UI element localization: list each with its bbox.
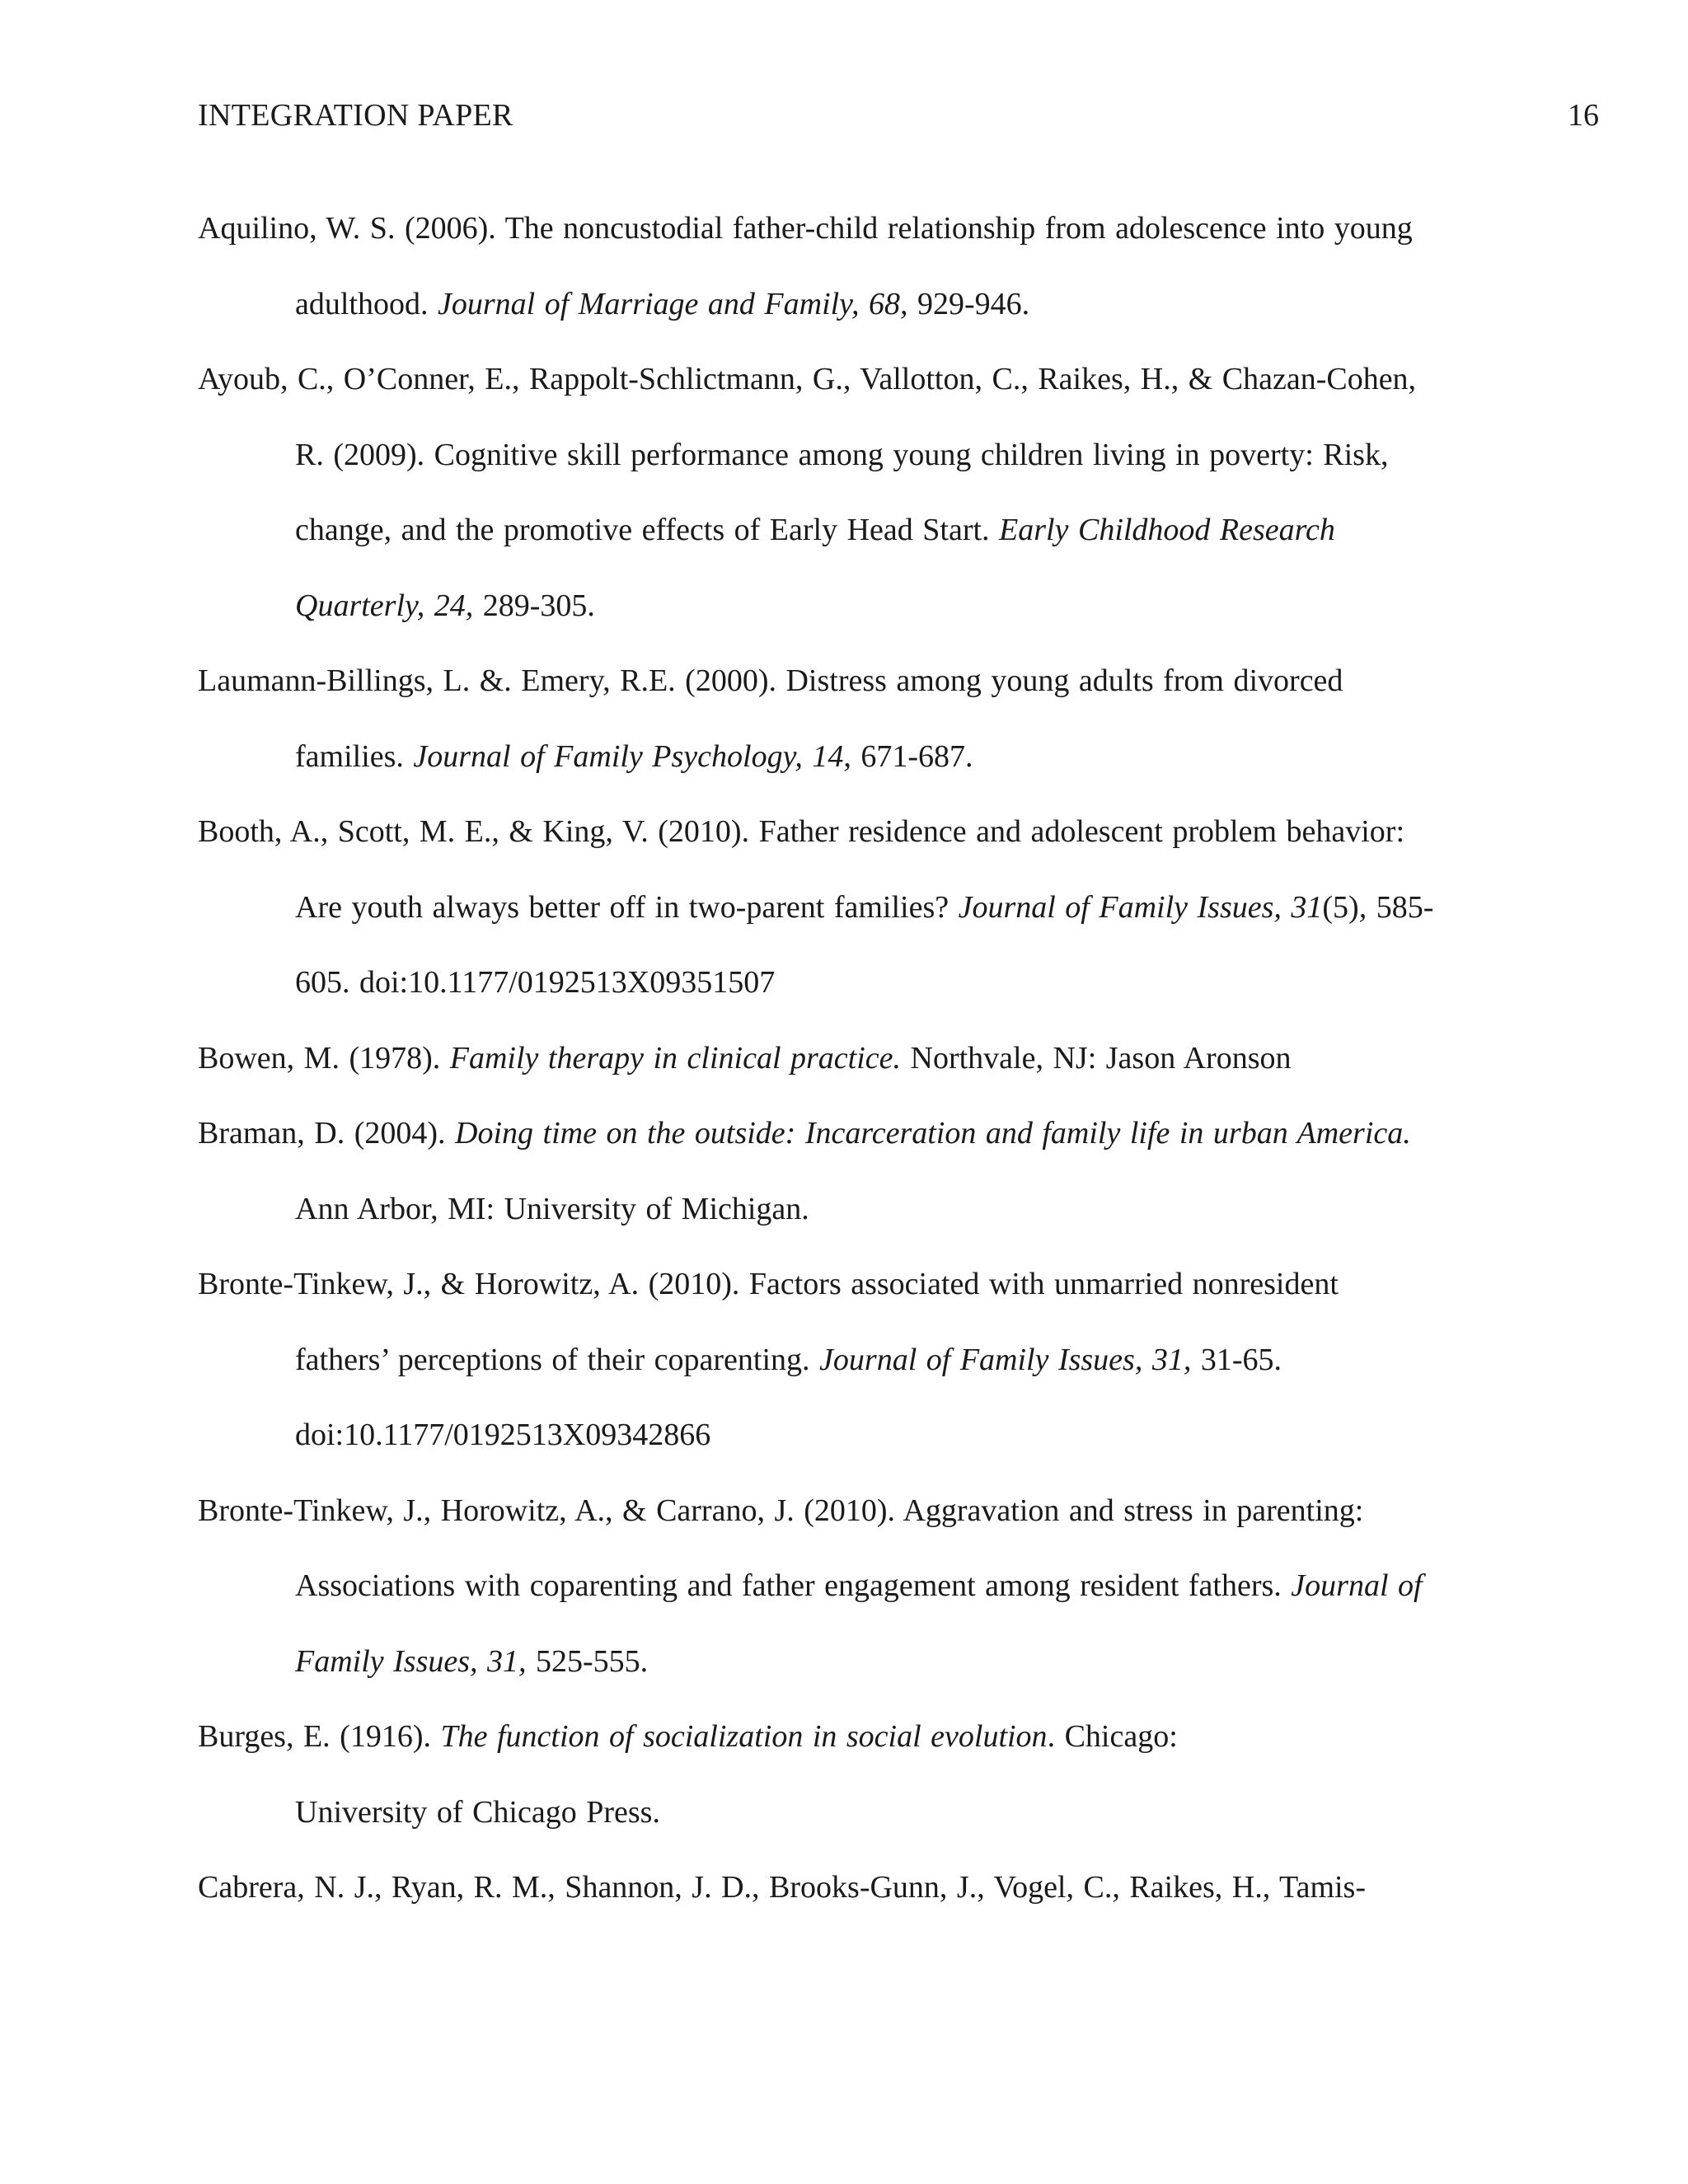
- reference-italic-segment: The function of socialization in social evolution: [440, 1719, 1048, 1754]
- reference-entry: [198, 191, 1471, 342]
- reference-text-segment: Aquilino, W. S. (2006). The noncustodial father-child relationship from adolescence into young: [198, 211, 1413, 246]
- reference-text-segment: 289-305.: [473, 588, 595, 623]
- reference-text-segment: families.: [295, 738, 414, 774]
- reference-italic-segment: Family therapy in clinical practice.: [449, 1040, 902, 1076]
- reference-text-segment: (5): [1322, 889, 1359, 925]
- reference-text-segment: adulthood.: [295, 286, 438, 321]
- reference-continuation-line: [198, 945, 1471, 1021]
- reference-entry: [198, 1699, 1471, 1850]
- reference-text-segment: 31-65.: [1191, 1342, 1282, 1377]
- reference-italic-segment: Family Issues, 31,: [295, 1643, 527, 1679]
- reference-first-line: [198, 342, 1471, 418]
- reference-continuation-line: [198, 1172, 1471, 1248]
- reference-continuation-line: [198, 1775, 1471, 1851]
- reference-text-segment: Bronte-Tinkew, J., Horowitz, A., & Carrano, J. (2010). Aggravation and stress in parenting:: [198, 1493, 1364, 1528]
- reference-text-segment: Burges, E. (1916).: [198, 1719, 441, 1754]
- reference-first-line: [198, 1474, 1471, 1549]
- reference-text-segment: Associations with coparenting and father engagement among resident fathers.: [295, 1568, 1292, 1603]
- reference-first-line: [198, 1021, 1471, 1097]
- reference-text-segment: University of Chicago Press.: [295, 1794, 660, 1830]
- reference-continuation-line: [198, 1624, 1471, 1700]
- reference-continuation-line: [198, 493, 1471, 569]
- running-head: INTEGRATION PAPER: [198, 98, 513, 133]
- reference-continuation-line: [198, 418, 1471, 494]
- reference-text-segment: 605. doi:10.1177/0192513X09351507: [295, 965, 776, 1000]
- reference-continuation-line: [198, 1398, 1471, 1474]
- reference-entry: [198, 1096, 1471, 1247]
- reference-continuation-line: [198, 267, 1471, 343]
- reference-italic-segment: Journal of Family Psychology, 14: [413, 738, 844, 774]
- reference-text-segment: Braman, D. (2004).: [198, 1116, 456, 1151]
- reference-continuation-line: [198, 1549, 1471, 1624]
- reference-text-segment: Booth, A., Scott, M. E., & King, V. (2010). Father residence and adolescent problem behavior:: [198, 814, 1405, 849]
- reference-text-segment: change, and the promotive effects of Early Head Start.: [295, 513, 1000, 547]
- reference-text-segment: R. (2009). Cognitive skill performance among young children living in poverty: Risk,: [295, 437, 1389, 472]
- reference-italic-segment: ,: [1358, 889, 1367, 925]
- reference-continuation-line: [198, 1323, 1471, 1399]
- reference-text-segment: Northvale, NJ: Jason Aronson: [901, 1040, 1292, 1076]
- reference-continuation-line: [198, 569, 1471, 644]
- reference-first-line: [198, 644, 1471, 719]
- reference-text-segment: 525-555.: [526, 1643, 649, 1679]
- reference-entry: [198, 644, 1471, 794]
- reference-text-segment: fathers’ perceptions of their coparenting.: [295, 1342, 820, 1377]
- reference-text-segment: Laumann-Billings, L. &. Emery, R.E. (2000). Distress among young adults from divorced: [198, 663, 1343, 698]
- reference-italic-segment: Journal of: [1291, 1568, 1423, 1603]
- reference-continuation-line: [198, 870, 1471, 946]
- reference-first-line: [198, 1096, 1471, 1172]
- reference-first-line: [198, 1699, 1471, 1775]
- reference-first-line: [198, 794, 1471, 870]
- reference-text-segment: , 671-687.: [843, 738, 973, 774]
- reference-entry: [198, 1021, 1471, 1097]
- reference-italic-segment: Journal of Marriage and Family, 68,: [437, 286, 908, 321]
- reference-text-segment: . Chicago:: [1047, 1719, 1178, 1754]
- reference-text-segment: Cabrera, N. J., Ryan, R. M., Shannon, J. D., Brooks-Gunn, J., Vogel, C., Raikes, H., Tamis-: [198, 1870, 1366, 1905]
- reference-italic-segment: Early Childhood Research: [999, 513, 1335, 547]
- reference-text-segment: Ann Arbor, MI: University of Michigan.: [295, 1191, 809, 1226]
- reference-entry: [198, 342, 1471, 644]
- reference-text-segment: Bronte-Tinkew, J., & Horowitz, A. (2010). Factors associated with unmarried nonresident: [198, 1267, 1339, 1301]
- reference-text-segment: Ayoub, C., O’Conner, E., Rappolt-Schlictmann, G., Vallotton, C., Raikes, H., & Chazan-Cohen,: [198, 362, 1417, 396]
- reference-text-segment: doi:10.1177/0192513X09342866: [295, 1418, 711, 1452]
- reference-first-line: [198, 1850, 1471, 1926]
- reference-first-line: [198, 1247, 1471, 1323]
- reference-text-segment: Are youth always better off in two-parent families?: [295, 889, 959, 925]
- reference-text-segment: 585-: [1367, 889, 1434, 925]
- reference-continuation-line: [198, 719, 1471, 795]
- reference-first-line: [198, 191, 1471, 267]
- reference-list: [198, 191, 1471, 1926]
- page-number: 16: [1568, 98, 1599, 133]
- reference-entry: [198, 1247, 1471, 1474]
- reference-italic-segment: Quarterly, 24,: [295, 588, 474, 623]
- reference-text-segment: Bowen, M. (1978).: [198, 1040, 450, 1076]
- reference-text-segment: 929-946.: [907, 286, 1030, 321]
- reference-entry: [198, 1474, 1471, 1700]
- reference-italic-segment: Doing time on the outside: Incarceration and family life in urban America.: [455, 1116, 1411, 1151]
- reference-entry: [198, 1850, 1471, 1926]
- reference-italic-segment: Journal of Family Issues, 31,: [819, 1342, 1192, 1377]
- reference-italic-segment: Journal of Family Issues, 31: [958, 889, 1323, 925]
- reference-entry: [198, 794, 1471, 1021]
